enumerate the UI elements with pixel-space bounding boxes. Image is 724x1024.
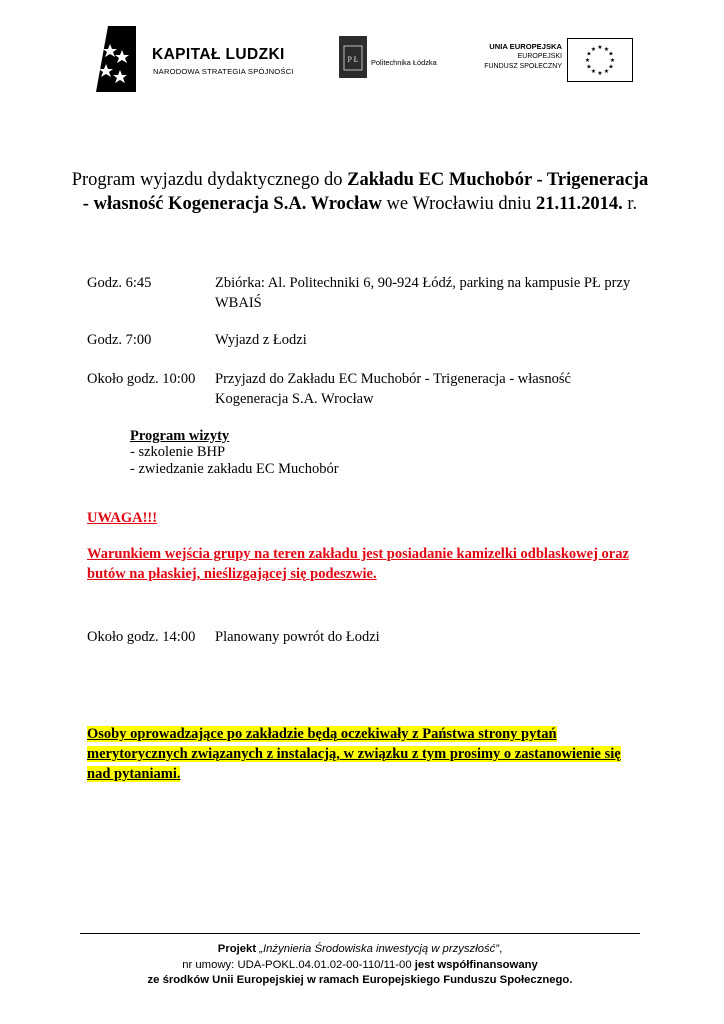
document-title	[70, 168, 650, 216]
kapital-ludzki-logo	[96, 26, 136, 92]
warning-text: Warunkiem wejścia grupy na teren zakładu jest posiadanie kamizelki odblaskowej oraz butów na płaskiej, nieślizgającej się podeszwie.	[87, 546, 629, 582]
guides-note-text: Osoby oprowadzające po zakładzie będą oczekiwały z Państwa strony pytań merytorycznych związanych z instalacją, w związku z tym prosimy o zastanowienie się nad pytaniami.	[87, 726, 621, 782]
footer-line1-end: ,	[499, 943, 503, 955]
footer-line-2	[80, 958, 640, 974]
ue-line2: EUROPEJSKI	[517, 53, 562, 60]
eu-flag-icon	[567, 38, 633, 82]
title-facility: Zakładu EC Muchobór - Trigeneracja - własność Kogeneracja S.A. Wrocław	[82, 170, 649, 214]
svg-text:★: ★	[590, 68, 597, 76]
schedule-text-3: Przyjazd do Zakładu EC Muchobór - Trigeneracja - własność Kogeneracja S.A. Wrocław	[215, 371, 571, 407]
politechnika-emblem-icon	[339, 36, 367, 78]
title-text-1: Program wyjazdu dydaktycznego do	[71, 170, 348, 190]
guides-note	[87, 724, 642, 784]
title-text-3: r.	[622, 194, 638, 214]
kapital-ludzki-subtitle: NARODOWA STRATEGIA SPÓJNOŚCI	[153, 67, 294, 76]
warning-label: UWAGA!!!	[87, 510, 158, 526]
svg-text:★: ★	[608, 50, 614, 58]
svg-text:★: ★	[603, 45, 610, 53]
return-time: Około godz. 14:00	[87, 629, 196, 645]
svg-text:★: ★	[609, 57, 616, 64]
svg-text:★: ★	[608, 63, 614, 71]
ue-label	[468, 42, 562, 72]
svg-text:★: ★	[597, 70, 603, 77]
svg-text:★: ★	[603, 68, 610, 76]
kapital-ludzki-title: KAPITAŁ LUDZKI	[152, 46, 285, 63]
schedule-time-2: Godz. 7:00	[87, 332, 152, 348]
schedule-text-1: Zbiórka: Al. Politechniki 6, 90-924 Łódź, parking na kampusie PŁ przy WBAIŚ	[215, 275, 631, 311]
program-item-2: - zwiedzanie zakładu EC Muchobór	[130, 461, 339, 477]
ue-line1: UNIA EUROPEJSKA	[489, 42, 562, 51]
svg-text:★: ★	[590, 45, 597, 53]
svg-text:★: ★	[597, 44, 603, 51]
svg-text:★: ★	[584, 57, 591, 64]
politechnika-name: Politechnika Łódzka	[371, 58, 437, 67]
footer-projekt-label: Projekt	[217, 943, 260, 955]
svg-text:★: ★	[586, 63, 592, 71]
footer-umowa: nr umowy: UDA-POKL.04.01.02-00-110/11-00	[182, 958, 415, 971]
schedule-time-1: Godz. 6:45	[87, 275, 152, 291]
program-item-1: - szkolenie BHP	[130, 444, 226, 460]
program-heading: Program wizyty	[130, 428, 230, 444]
svg-text:P Ł: P Ł	[347, 55, 359, 64]
footer-cofinanced: jest współfinansowany	[414, 958, 538, 971]
title-date: 21.11.2014.	[535, 194, 623, 214]
svg-text:★: ★	[586, 50, 592, 58]
schedule-time-3: Około godz. 10:00	[87, 371, 196, 387]
footer	[80, 942, 640, 989]
schedule-text-2: Wyjazd z Łodzi	[215, 332, 307, 348]
footer-divider	[80, 933, 640, 934]
footer-line-1	[80, 942, 640, 958]
footer-projekt-name: „Inżynieria Środowiska inwestycją w przyszłość”	[259, 943, 500, 955]
footer-line-3: ze środków Unii Europejskiej w ramach Europejskiego Funduszu Społecznego.	[147, 974, 573, 986]
title-text-2: we Wrocławiu dniu	[381, 194, 536, 214]
return-text: Planowany powrót do Łodzi	[215, 629, 380, 645]
ue-line3: FUNDUSZ SPOŁECZNY	[484, 63, 562, 70]
